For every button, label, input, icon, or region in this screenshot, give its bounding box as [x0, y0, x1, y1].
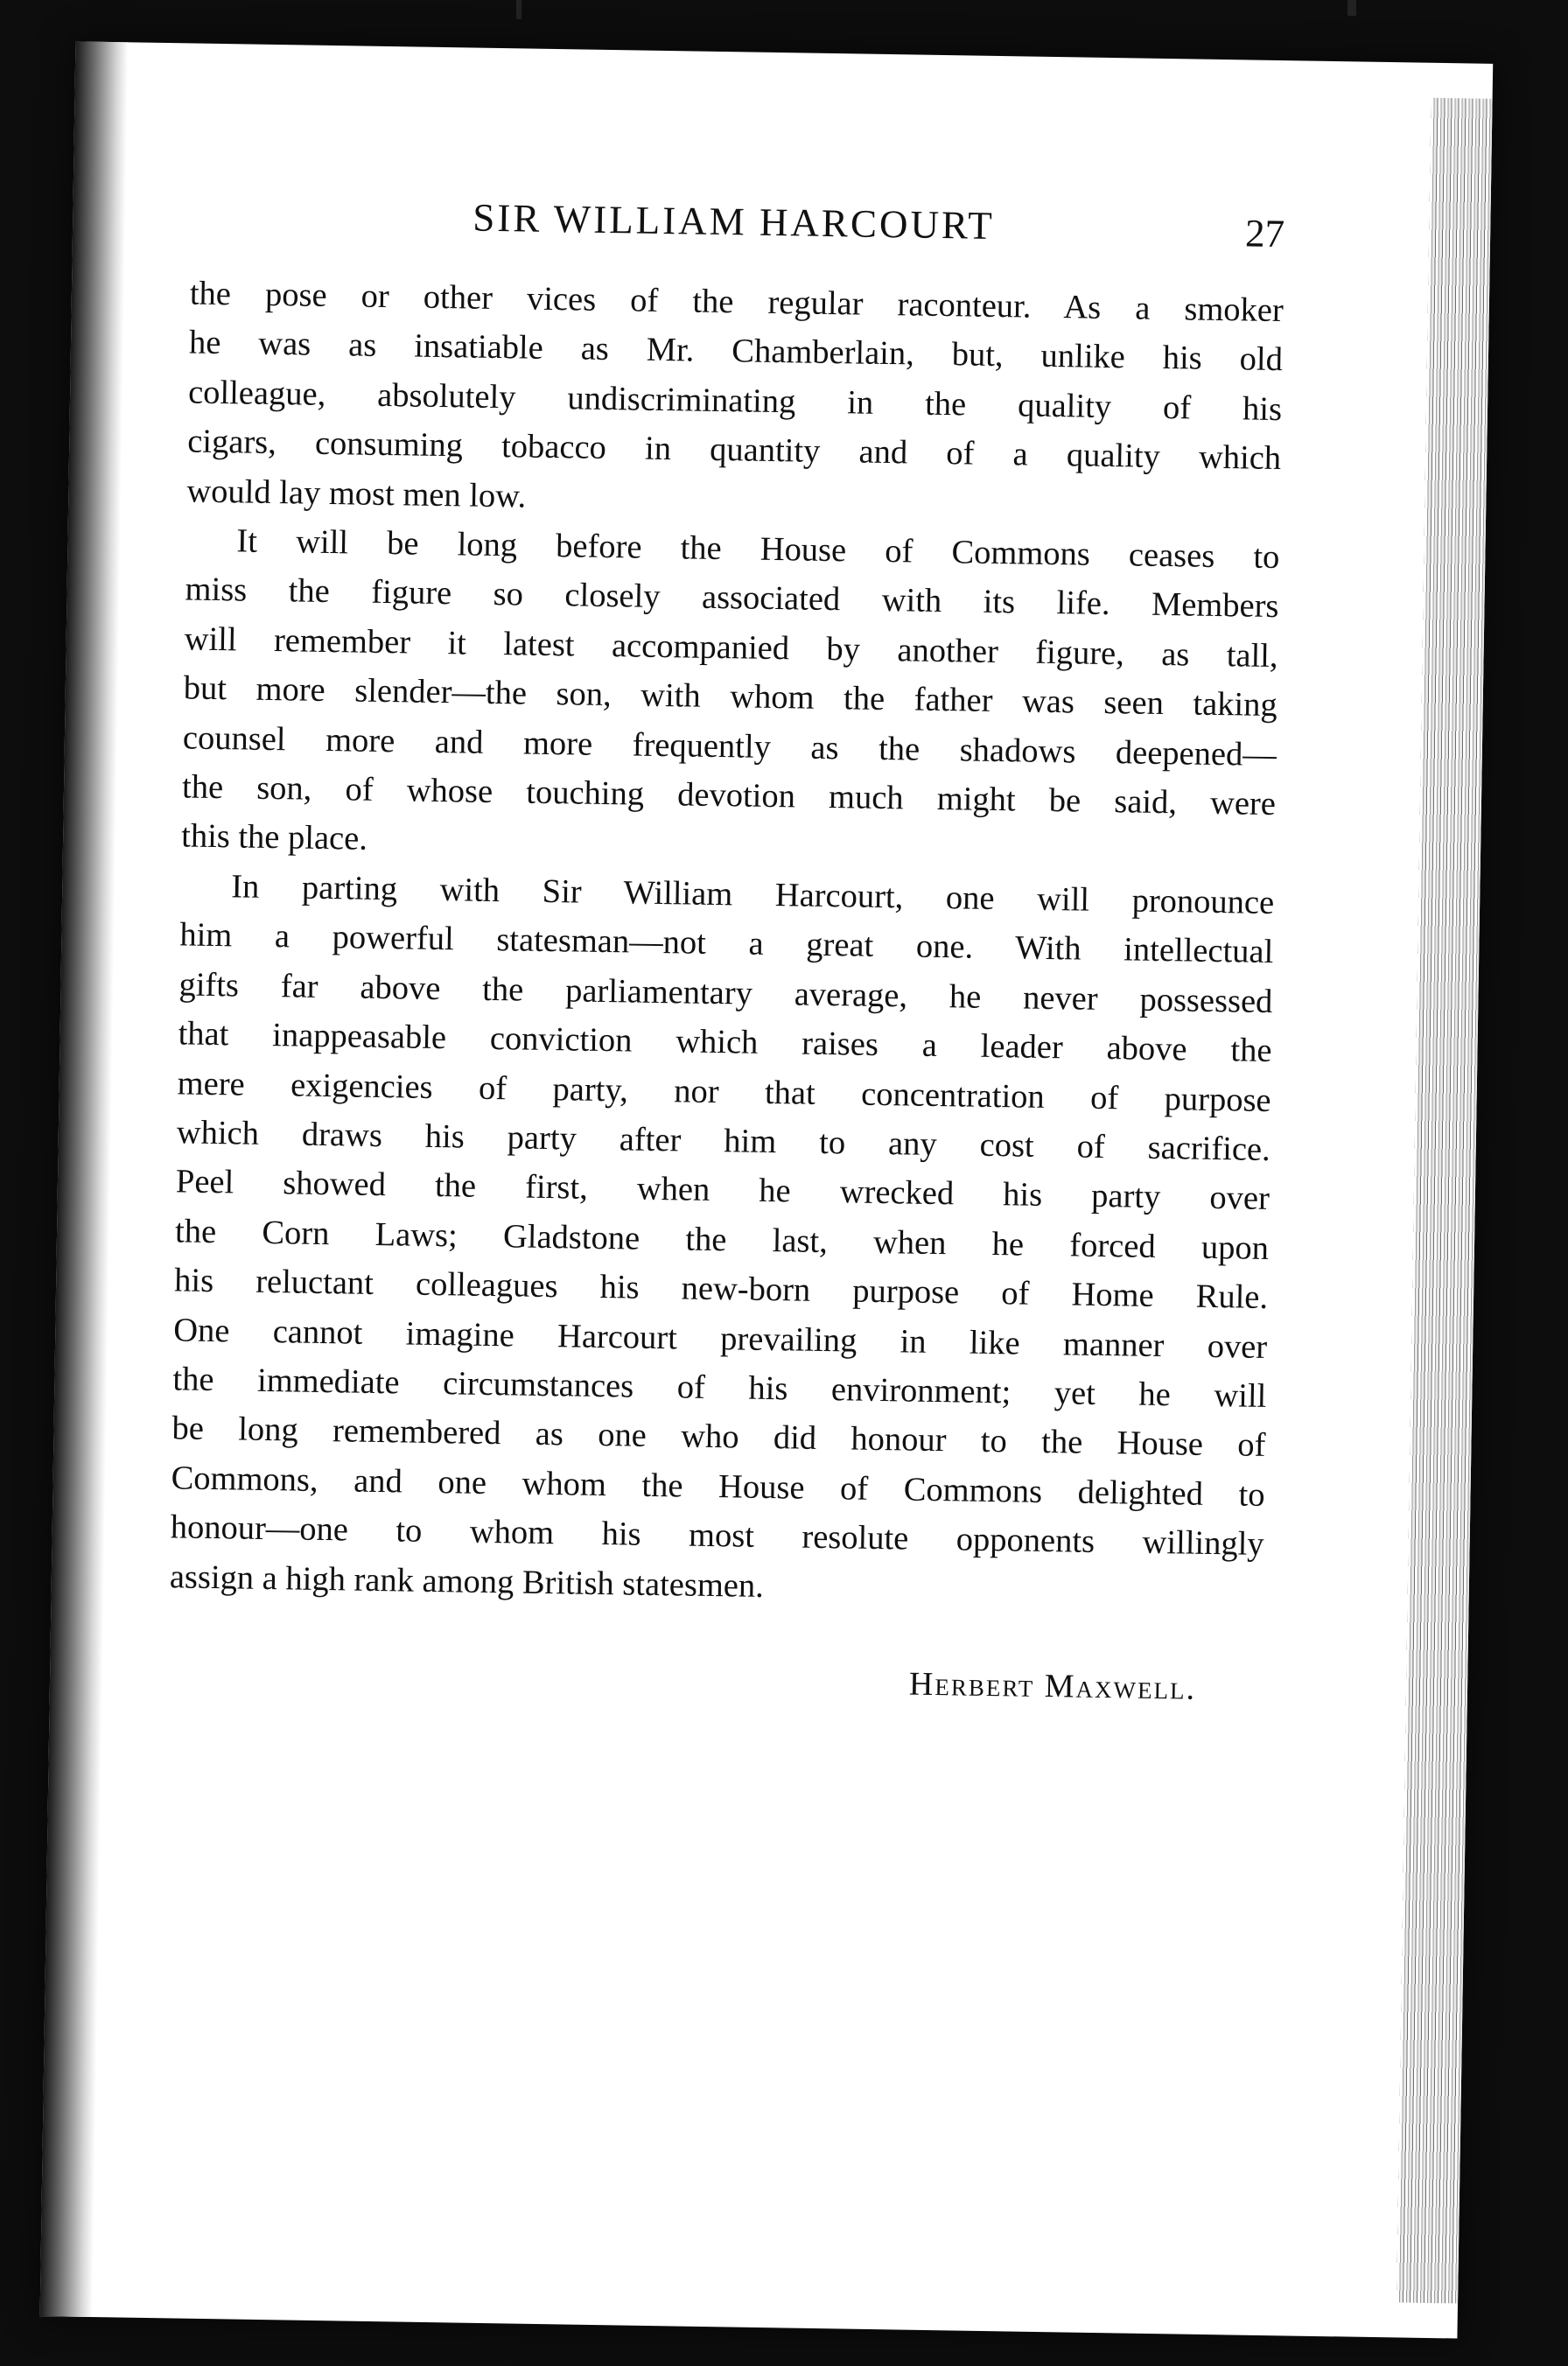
text-line: that inappeasable conviction which raises a leader above the: [178, 1015, 1272, 1070]
text-line: which draws his party after him to any cost of sacrifice.: [176, 1114, 1271, 1168]
text-line: colleague, absolutely undiscriminating in the quality of his: [187, 374, 1283, 428]
text-line: One cannot imagine Harcourt prevailing in like manner over: [172, 1311, 1268, 1366]
top-edge-mark: [1348, 0, 1356, 16]
top-edge-mark: [516, 0, 522, 19]
page-number: 27: [1244, 211, 1285, 256]
text-line: the pose or other vices of the regular raconteur. As a smoker: [189, 275, 1284, 330]
text-line: his reluctant colleagues his new-born purpose of Home Rule.: [173, 1262, 1269, 1317]
text-line: Commons, and one whom the House of Commons delighted to: [171, 1460, 1265, 1514]
page-gutter-shadow: [40, 41, 129, 2317]
text-line: counsel more and more frequently as the shadows deepened—: [182, 719, 1278, 774]
text-line: be long remembered as one who did honour to the House of: [172, 1410, 1266, 1465]
text-line: gifts far above the parliamentary average, he never possessed: [178, 966, 1273, 1020]
text-line: will remember it latest accompanied by another figure, as tall,: [184, 620, 1278, 675]
text-line: this the place.: [180, 817, 368, 858]
text-line: the immediate circumstances of his environment; yet he will: [172, 1361, 1267, 1415]
text-line: assign a high rank among British statesmen.: [169, 1558, 765, 1605]
paragraph: [181, 515, 1280, 878]
text-line: him a powerful statesman—not a great one. With intellectual: [179, 916, 1274, 971]
text-line: In parting with Sir William Harcourt, one will pronounce: [230, 868, 1275, 921]
book-page: [40, 41, 1494, 2338]
text-line: but more slender—the son, with whom the father was seen taking: [183, 669, 1278, 724]
text-line: It will be long before the House of Commons ceases to: [236, 522, 1280, 577]
text-line: Peel showed the first, when he wrecked his party over: [175, 1163, 1270, 1218]
text-line: he was as insatiable as Mr. Chamberlain, but, unlike his old: [188, 324, 1284, 379]
body-text: [169, 269, 1284, 1618]
text-line: the son, of whose touching devotion much might be said, were: [181, 768, 1277, 823]
paragraph: [169, 861, 1274, 1619]
text-line: cigars, consuming tobacco in quantity and of a quality which: [186, 423, 1282, 478]
text-line: mere exigencies of party, nor that concentration of purpose: [177, 1064, 1271, 1119]
page-stack-edges: [1396, 98, 1493, 2304]
running-head: [191, 191, 1285, 270]
paragraph: [186, 269, 1284, 533]
text-line: honour—one to whom his most resolute opponents willingly: [170, 1508, 1264, 1564]
text-line: the Corn Laws; Gladstone the last, when he forced upon: [174, 1213, 1270, 1267]
author-signature: Herbert Maxwell.: [908, 1665, 1197, 1707]
text-line: miss the figure so closely associated with its life. Members: [185, 570, 1279, 626]
text-line: would lay most men low.: [186, 472, 527, 515]
running-title: SIR WILLIAM HARCOURT: [472, 195, 996, 248]
